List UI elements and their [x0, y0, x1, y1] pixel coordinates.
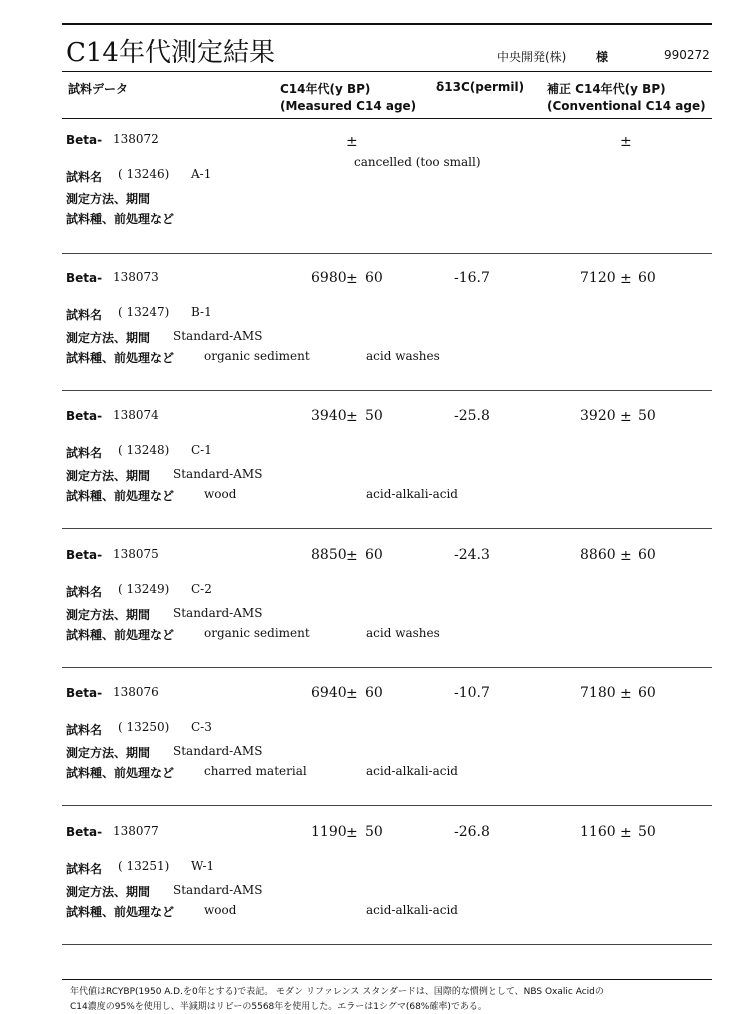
sample-name-label: 試料名: [66, 862, 103, 876]
measured-pm: ±: [346, 134, 358, 150]
conventional-error: 50: [638, 824, 656, 840]
sample-name-code: B-1: [191, 305, 212, 319]
conventional-age: 3920: [580, 408, 616, 424]
beta-number: 138077: [113, 824, 159, 838]
beta-number: 138073: [113, 270, 159, 284]
measured-age: 3940: [311, 408, 347, 424]
delta-13c: -25.8: [454, 408, 490, 424]
sample-name-code: C-3: [191, 720, 212, 734]
beta-number: 138072: [113, 132, 159, 146]
method-label: 測定方法、期間: [66, 331, 151, 345]
method-value: Standard-AMS: [173, 606, 263, 620]
material-label: 試料種、前処理など: [66, 766, 175, 780]
client-name: 中央開発(株): [497, 50, 567, 64]
conventional-error: 60: [638, 685, 656, 701]
conventional-error: 60: [638, 270, 656, 286]
column-header-rule: [62, 118, 712, 119]
sample-name-code: A-1: [191, 167, 212, 181]
report-number: 990272: [664, 48, 710, 62]
measured-pm: ±: [346, 825, 358, 841]
sample-name-label: 試料名: [66, 170, 103, 184]
beta-number: 138074: [113, 408, 159, 422]
conventional-pm: ±: [620, 548, 632, 564]
measured-error: 60: [365, 685, 383, 701]
footnote-line-2: C14濃度の95%を使用し、半減期はリビーの5568年を使用した。エラーは1シグマ(68%確率)である。: [70, 1002, 487, 1012]
delta-13c: -10.7: [454, 685, 490, 701]
sample-name-label: 試料名: [66, 308, 103, 322]
measured-error: 60: [365, 270, 383, 286]
delta-13c: -24.3: [454, 547, 490, 563]
method-label: 測定方法、期間: [66, 608, 151, 622]
measured-error: 50: [365, 824, 383, 840]
footnote-rule: [62, 979, 712, 980]
beta-label: Beta-: [66, 271, 103, 285]
sample-divider: [62, 253, 712, 254]
material-value: organic sediment: [204, 349, 310, 363]
sample-name-code: C-2: [191, 582, 212, 596]
beta-label: Beta-: [66, 548, 103, 562]
sample-name-id: ( 13246): [118, 167, 170, 181]
conventional-age: 7120: [580, 270, 616, 286]
material-value: organic sediment: [204, 626, 310, 640]
sample-name-id: ( 13247): [118, 305, 170, 319]
conventional-pm: ±: [620, 409, 632, 425]
sample-name-id: ( 13249): [118, 582, 170, 596]
pretreatment-value: acid-alkali-acid: [366, 764, 458, 778]
sample-name-id: ( 13248): [118, 443, 170, 457]
beta-number: 138076: [113, 685, 159, 699]
sample-name-id: ( 13250): [118, 720, 170, 734]
pretreatment-value: acid washes: [366, 349, 440, 363]
measured-age: 6940: [311, 685, 347, 701]
conventional-error: 60: [638, 547, 656, 563]
beta-label: Beta-: [66, 686, 103, 700]
measured-error: 60: [365, 547, 383, 563]
footnote-line-1: 年代値はRCYBP(1950 A.D.を0年とする)で表記。 モダン リファレンス スタンダードは、国際的な慣例として、NBS Oxalic Acidの: [70, 987, 604, 997]
sample-name-id: ( 13251): [118, 859, 170, 873]
method-value: Standard-AMS: [173, 329, 263, 343]
conventional-pm: ±: [620, 825, 632, 841]
material-label: 試料種、前処理など: [66, 489, 175, 503]
measured-pm: ±: [346, 548, 358, 564]
method-label: 測定方法、期間: [66, 469, 151, 483]
method-label: 測定方法、期間: [66, 746, 151, 760]
beta-label: Beta-: [66, 409, 103, 423]
method-value: Standard-AMS: [173, 744, 263, 758]
conventional-pm: ±: [620, 686, 632, 702]
col-header-conventional-en: (Conventional C14 age): [547, 99, 706, 113]
sample-divider: [62, 944, 712, 945]
method-value: Standard-AMS: [173, 883, 263, 897]
beta-label: Beta-: [66, 825, 103, 839]
sample-name-code: W-1: [191, 859, 215, 873]
measured-pm: ±: [346, 686, 358, 702]
measured-pm: ±: [346, 409, 358, 425]
sample-divider: [62, 528, 712, 529]
measured-age: 6980: [311, 270, 347, 286]
honorific: 様: [596, 50, 609, 64]
material-label: 試料種、前処理など: [66, 351, 175, 365]
delta-13c: -26.8: [454, 824, 490, 840]
material-value: wood: [204, 903, 237, 917]
material-label: 試料種、前処理など: [66, 905, 175, 919]
measured-error: 50: [365, 408, 383, 424]
sample-name-label: 試料名: [66, 446, 103, 460]
measured-age: 8850: [311, 547, 347, 563]
material-value: wood: [204, 487, 237, 501]
method-label: 測定方法、期間: [66, 192, 151, 206]
conventional-pm: ±: [620, 271, 632, 287]
conventional-error: 50: [638, 408, 656, 424]
beta-label: Beta-: [66, 133, 103, 147]
pretreatment-value: acid washes: [366, 626, 440, 640]
pretreatment-value: acid-alkali-acid: [366, 487, 458, 501]
sample-name-code: C-1: [191, 443, 212, 457]
cancel-note: cancelled (too small): [354, 155, 481, 169]
sample-name-label: 試料名: [66, 723, 103, 737]
col-header-sample: 試料データ: [68, 82, 129, 96]
method-label: 測定方法、期間: [66, 885, 151, 899]
material-label: 試料種、前処理など: [66, 628, 175, 642]
sample-divider: [62, 805, 712, 806]
sample-divider: [62, 667, 712, 668]
sample-name-label: 試料名: [66, 585, 103, 599]
material-label: 試料種、前処理など: [66, 212, 175, 226]
method-value: Standard-AMS: [173, 467, 263, 481]
conventional-age: 7180: [580, 685, 616, 701]
col-header-delta: δ13C(permil): [436, 80, 525, 94]
delta-13c: -16.7: [454, 270, 490, 286]
beta-number: 138075: [113, 547, 159, 561]
conventional-pm: ±: [620, 134, 632, 150]
col-header-conventional: 補正 C14年代(y BP): [547, 82, 666, 96]
header-rule: [62, 71, 712, 72]
material-value: charred material: [204, 764, 307, 778]
col-header-measured: C14年代(y BP): [280, 82, 371, 96]
conventional-age: 8860: [580, 547, 616, 563]
measured-pm: ±: [346, 271, 358, 287]
page-title: C14年代測定結果: [66, 38, 275, 68]
conventional-age: 1160: [580, 824, 616, 840]
col-header-measured-en: (Measured C14 age): [280, 99, 417, 113]
pretreatment-value: acid-alkali-acid: [366, 903, 458, 917]
sample-divider: [62, 390, 712, 391]
top-rule: [62, 23, 712, 25]
measured-age: 1190: [311, 824, 347, 840]
